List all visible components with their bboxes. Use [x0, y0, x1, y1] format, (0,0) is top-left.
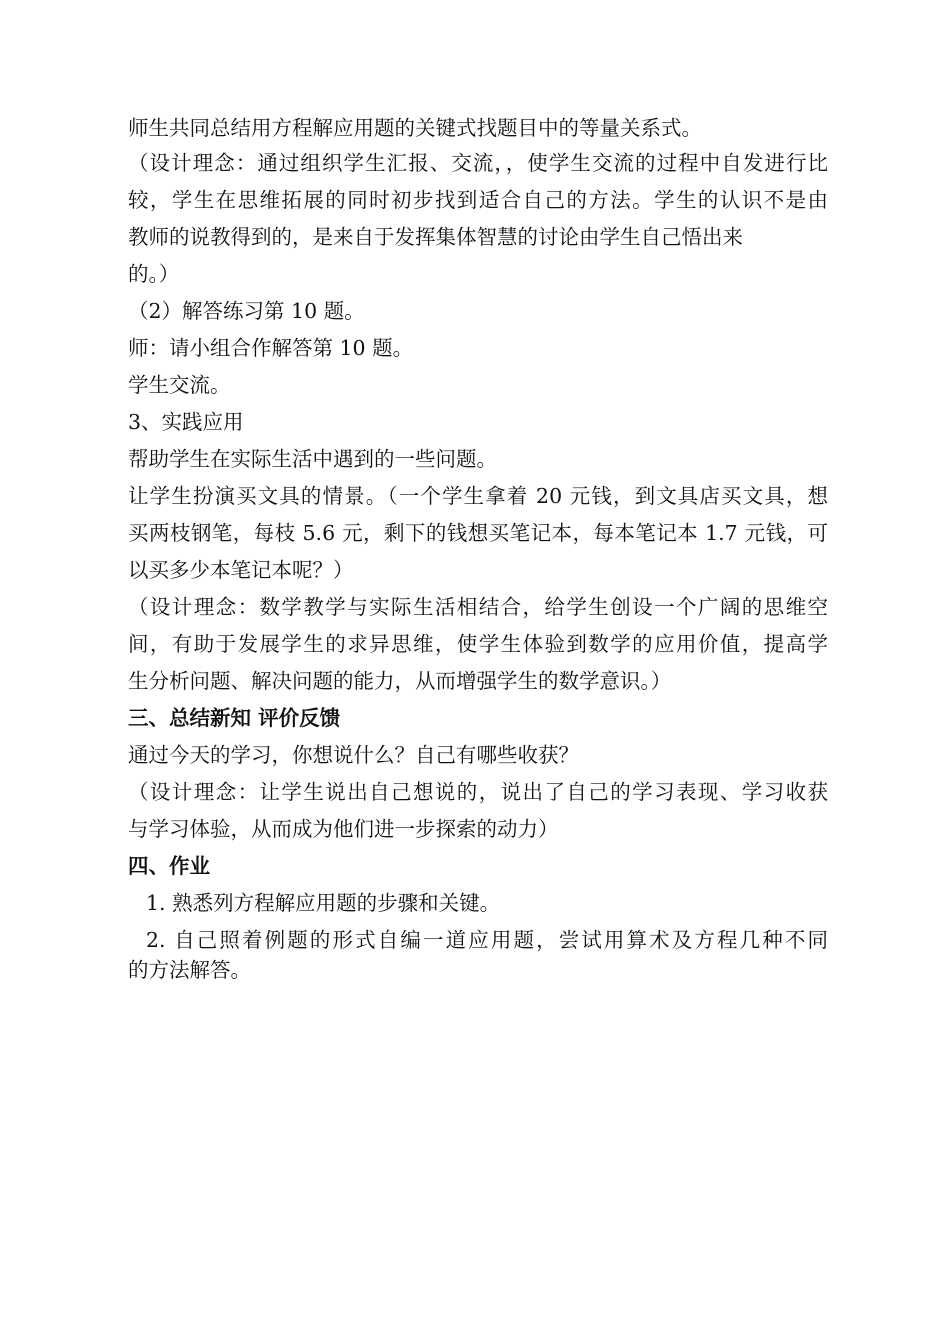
- homework-item-2-line-2: 的方法解答。: [128, 958, 251, 982]
- design-note-3-line-1: （设计理念：让学生说出自己想说的，说出了自己的学习表现、学习收获: [128, 780, 828, 804]
- design-note-3-line-2: 与学习体验，从而成为他们进一步探索的动力）: [128, 817, 559, 841]
- section-4-heading: 四、作业: [128, 854, 210, 878]
- student-exchange-line: 学生交流。: [128, 373, 231, 397]
- roleplay-line-1: 让学生扮演买文具的情景。（一个学生拿着 20 元钱，到文具店买文具，想: [128, 484, 828, 508]
- design-note-1-line-1: （设计理念：通过组织学生汇报、交流，，使学生交流的过程中自发进行比: [128, 151, 828, 175]
- practice-heading: 3、实践应用: [128, 410, 244, 434]
- summary-paragraph: 师生共同总结用方程解应用题的关键式找题目中的等量关系式。: [128, 116, 702, 140]
- exercise-2-line: （2）解答练习第 10 题。: [128, 299, 365, 323]
- section-3-heading: 三、总结新知 评价反馈: [128, 706, 341, 730]
- homework-item-1: 1. 熟悉列方程解应用题的步骤和关键。: [146, 891, 501, 915]
- roleplay-line-2: 买两枝钢笔，每枝 5.6 元，剩下的钱想买笔记本，每本笔记本 1.7 元钱，可: [128, 521, 828, 545]
- design-note-2-line-2: 间，有助于发展学生的求异思维，使学生体验到数学的应用价值，提高学: [128, 632, 828, 656]
- teacher-line: 师：请小组合作解答第 10 题。: [128, 336, 414, 360]
- design-note-1-line-2: 较，学生在思维拓展的同时初步找到适合自己的方法。学生的认识不是由: [128, 188, 828, 212]
- design-note-1-line-4: 的。）: [128, 262, 180, 286]
- design-note-2-line-1: （设计理念：数学教学与实际生活相结合，给学生创设一个广阔的思维空: [128, 595, 828, 619]
- practice-intro-line: 帮助学生在实际生活中遇到的一些问题。: [128, 447, 497, 471]
- design-note-1-line-3: 教师的说教得到的，是来自于发挥集体智慧的讨论由学生自己悟出来: [128, 225, 743, 249]
- design-note-2-line-3: 生分析问题、解决问题的能力，从而增强学生的数学意识。）: [128, 669, 672, 693]
- homework-item-2-line-1: 2. 自己照着例题的形式自编一道应用题，尝试用算术及方程几种不同: [146, 928, 828, 952]
- reflection-question: 通过今天的学习，你想说什么？自己有哪些收获？: [128, 743, 579, 767]
- roleplay-line-3: 以买多少本笔记本呢？）: [128, 558, 354, 582]
